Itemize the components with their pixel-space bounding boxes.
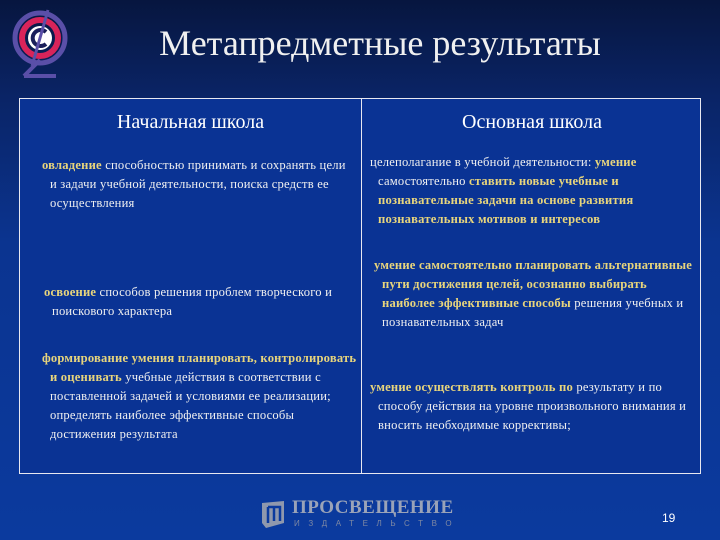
list-item: [40, 156, 350, 213]
slide-title: Метапредметные результаты: [159, 23, 601, 63]
item-text: учебные действия в соответствии с поставленной задачей и условиями ее реализации; определять наиболее эффективные способы достижения результата: [50, 370, 331, 441]
publisher-name: ПРОСВЕЩЕНИЕ: [292, 497, 454, 518]
item-text: результату и по способу действия на уровне произвольного внимания и вносить необходимые коррективы;: [378, 380, 687, 432]
column-header: Начальная школа: [116, 111, 265, 133]
column-header: Основная школа: [462, 111, 602, 133]
highlight-text: формирование умения планировать, контролировать и оценивать: [42, 351, 357, 384]
item-text: способов решения проблем творческого и поискового характера: [52, 285, 333, 318]
list-item: [42, 283, 342, 321]
highlight-text: умение осуществлять контроль по: [370, 380, 573, 394]
highlight-text: ставить новые учебные и познавательные задачи на основе развития познавательных мотивов и интересов: [378, 174, 634, 226]
page-number: 19: [662, 511, 676, 525]
item-text: самостоятельно: [378, 174, 469, 188]
publisher-logo: [260, 497, 460, 531]
list-item: [372, 256, 700, 332]
highlight-text: умение самостоятельно планировать альтернативные пути достижения целей, осознанно выбирать наиболее эффективные способы: [374, 258, 693, 310]
list-item: [40, 349, 362, 444]
highlight-text: освоение: [44, 285, 97, 299]
column-primary-school: [20, 99, 361, 473]
school-logo: [10, 8, 70, 80]
item-text: решения учебных и познавательных задач: [382, 296, 684, 329]
item-text: способностью принимать и сохранять цели и задачи учебной деятельности, поиска средств ее осуществления: [50, 158, 346, 210]
list-item: [368, 378, 702, 435]
highlight-text: овладение: [42, 158, 102, 172]
publisher-emblem-icon: [260, 499, 286, 529]
column-basic-school: [362, 99, 702, 473]
publisher-subtitle: ИЗДАТЕЛЬСТВО: [294, 519, 461, 528]
list-item: [368, 153, 706, 229]
item-text: целеполагание в учебной деятельности:: [370, 155, 595, 169]
highlight-text: умение: [594, 155, 637, 169]
comparison-table: [19, 98, 701, 474]
